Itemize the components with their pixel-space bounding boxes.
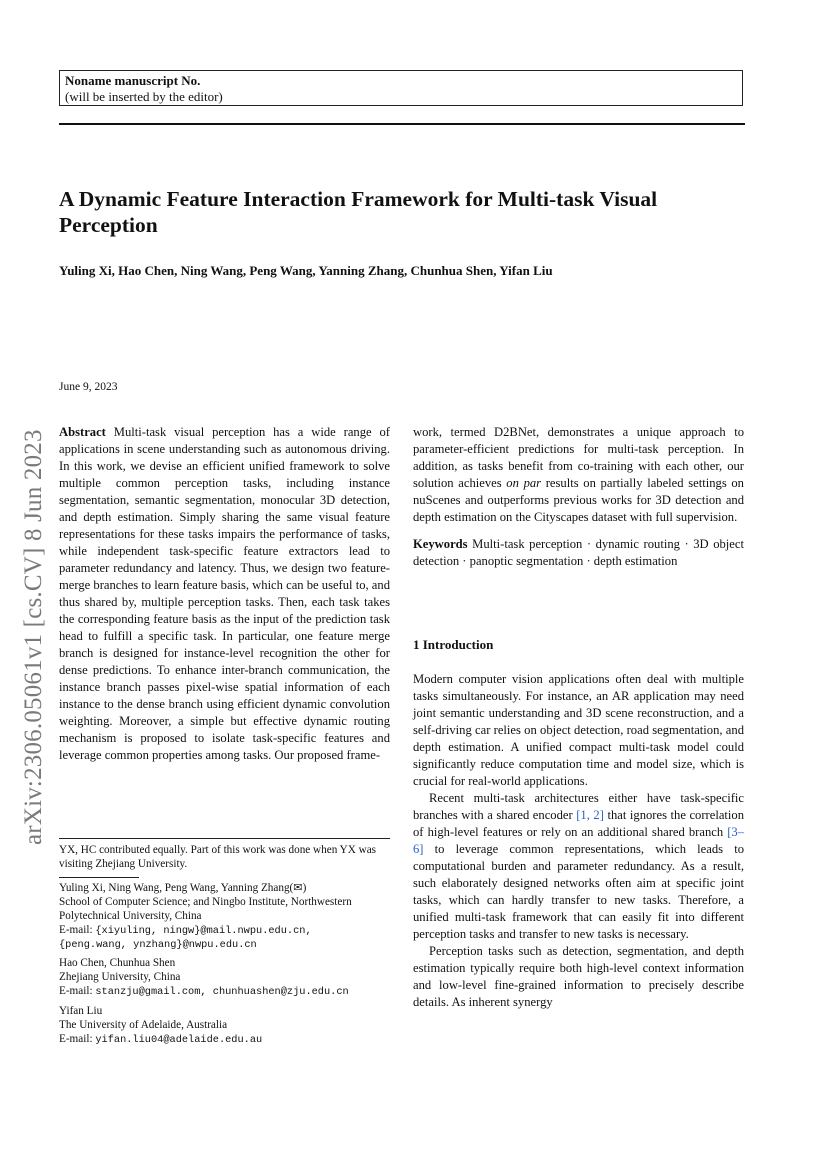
paper-title: A Dynamic Feature Interaction Framework for Multi-task Visual Perception <box>59 187 658 237</box>
manuscript-label: Noname manuscript No. <box>65 73 201 88</box>
affiliation-3-institution: The University of Adelaide, Australia <box>59 1019 228 1031</box>
email-address[interactable]: stanzju@gmail.com, chunhuashen@zju.edu.cn <box>95 986 349 998</box>
editor-note: (will be inserted by the editor) <box>65 89 223 104</box>
abstract-paragraph <box>59 424 390 764</box>
email-address[interactable]: {xiyuling, ningw}@mail.nwpu.edu.cn, <box>95 925 312 937</box>
abstract-text: results on partially labeled settings on nuScenes and outperforms previous works for 3D detection and depth estimation on the Cityscapes dataset with full supervision. <box>413 476 744 524</box>
right-column <box>413 424 744 570</box>
intro-paragraph-2 <box>413 790 744 943</box>
email-address[interactable]: yifan.liu04@adelaide.edu.au <box>95 1034 263 1046</box>
affiliation-2 <box>59 956 390 999</box>
abstract-continuation <box>413 424 744 526</box>
keywords-label: Keywords <box>413 537 468 551</box>
abstract-text: Multi-task visual perception has a wide range of applications in scene understanding such as autonomous driving. In this work, we devise an efficient unified framework to solve multiple common perception tasks, including instance segmentation, semantic segmentation, monocular 3D detection, and depth estimation. Simply sharing the same visual feature representations for these tasks impairs the performance of tasks, while independent task-specific feature extractors lead to parameter redundancy and latency. Thus, we design two feature-merge branches to learn feature basis, which can be useful to, and thus shared by, multiple perception tasks. Then, each task takes the corresponding feature basis as the input of the prediction task head to fulfill a specific task. In particular, one feature merge branch is designed for instance-level recognition the other for dense predictions. To enhance inter-branch communication, the instance branch passes pixel-wise spatial information of each instance to the dense branch using efficient dynamic convolution weighting. Moreover, a simple but effective dynamic routing mechanism is proposed to isolate task-specific features and leverage common properties among tasks. Our proposed frame- <box>59 425 390 762</box>
keywords-text: Multi-task perception · dynamic routing · 3D object detection · panoptic segmentation · depth estimation <box>413 537 744 568</box>
author-list: Yuling Xi, Hao Chen, Ning Wang, Peng Wang, Yanning Zhang, Chunhua Shen, Yifan Liu <box>59 263 553 278</box>
affiliation-rule <box>59 877 139 878</box>
citation-link[interactable]: [1, 2] <box>576 808 604 822</box>
affiliation-1-email <box>59 923 390 938</box>
header-rule <box>59 123 745 125</box>
affiliation-1-names: Yuling Xi, Ning Wang, Peng Wang, Yanning Zhang(✉) <box>59 882 307 894</box>
abstract-label: Abstract <box>59 425 106 439</box>
abstract-text: work, termed D2BNet, demonstrates a unique approach to parameter-efficient predictions for multi-task perception. In addition, as tasks benefit from co-training with each other, our solution achieves <box>413 425 744 490</box>
affiliation-2-institution: Zhejiang University, China <box>59 971 181 983</box>
affiliation-3-email <box>59 1032 390 1047</box>
affiliation-3 <box>59 1004 390 1047</box>
intro-text: to leverage common representations, which leads to computational burden and parameter redundancy. As a result, such elaborately designed networks often aim at specific joint tasks, which can hardly transfer to new tasks. Therefore, a unified multi-task framework that can easily fit into different perception tasks and transfer to new tasks is necessary. <box>413 842 744 941</box>
introduction-body <box>413 671 744 1011</box>
affiliation-3-names: Yifan Liu <box>59 1005 103 1017</box>
intro-paragraph-3: Perception tasks such as detection, segmentation, and depth estimation typically require both high-level context information and low-level fine-grained information to precisely describe details. As inherent synergy <box>413 944 744 1009</box>
email-address[interactable]: {peng.wang, ynzhang}@nwpu.edu.cn <box>59 939 257 951</box>
equal-contribution-note: YX, HC contributed equally. Part of this work was done when YX was visiting Zhejiang University. <box>59 844 377 870</box>
affiliation-2-names: Hao Chen, Chunhua Shen <box>59 957 176 969</box>
email-label: E-mail: <box>59 924 96 936</box>
email-label: E-mail: <box>59 1033 96 1045</box>
intro-paragraph-1: Modern computer vision applications often deal with multiple tasks simultaneously. For instance, an AR application may need joint semantic understanding and 3D scene reconstruction, and a self-driving car relies on object detection, road segmentation, and depth estimation. A unified compact multi-task model could significantly reduce computation time and model size, which is crucial for real-world applications. <box>413 672 744 788</box>
citation-link[interactable]: [3–6] <box>413 825 744 856</box>
email-label: E-mail: <box>59 985 96 997</box>
left-column <box>59 424 390 764</box>
keywords-paragraph <box>413 536 744 570</box>
affiliation-1 <box>59 881 390 952</box>
intro-text: that ignores the correlation of high-level features or rely on an additional shared branch <box>413 808 745 839</box>
date: June 9, 2023 <box>59 381 118 393</box>
manuscript-header-box <box>59 70 743 106</box>
section-heading: 1 Introduction <box>413 637 494 652</box>
footnote-rule <box>59 838 390 839</box>
intro-text: Recent multi-task architectures either have task-specific branches with a shared encoder <box>413 791 744 822</box>
affiliation-2-email <box>59 984 390 999</box>
affiliation-1-institution: School of Computer Science; and Ningbo Institute, Northwestern Polytechnical University, China <box>59 896 352 922</box>
arxiv-stamp: arXiv:2306.05061v1 [cs.CV] 8 Jun 2023 <box>20 429 47 845</box>
abstract-emphasis: on par <box>506 476 542 490</box>
